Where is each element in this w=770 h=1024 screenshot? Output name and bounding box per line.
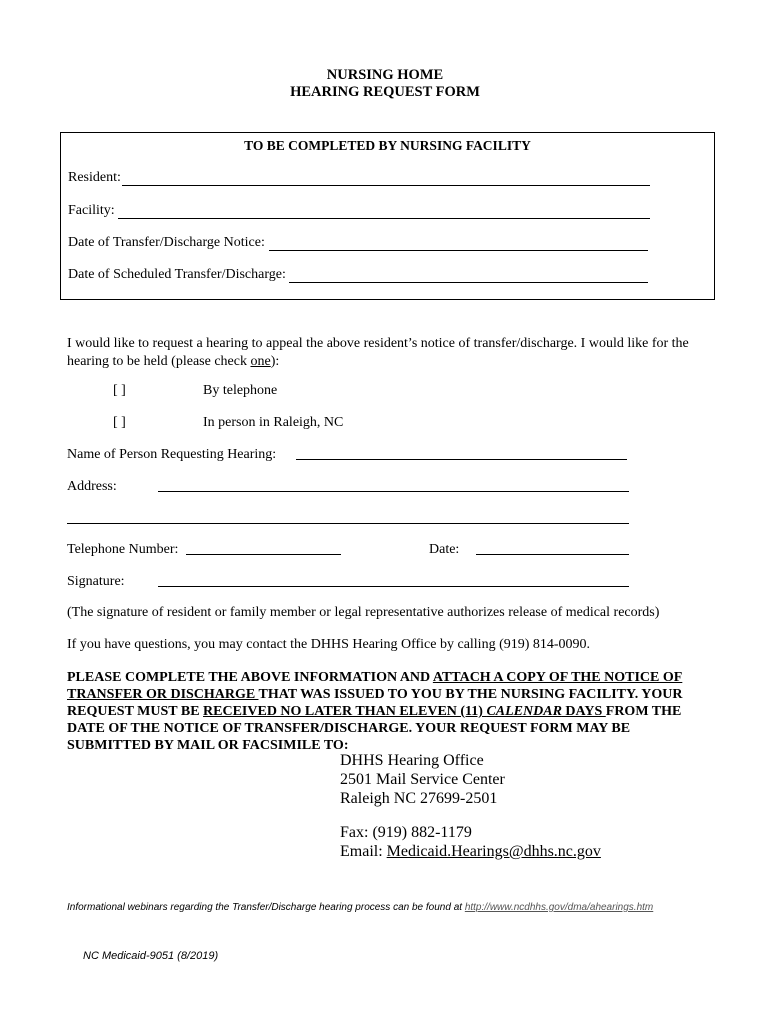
instructions-deadline: RECEIVED NO LATER THAN ELEVEN (11) [203,704,487,719]
request-intro [67,335,707,371]
facility-field[interactable] [118,218,650,219]
signature-field[interactable] [158,586,629,587]
form-number: NC Medicaid-9051 (8/2019) [83,950,219,962]
address-field-line2[interactable] [67,523,629,524]
notice-date-label: Date of Transfer/Discharge Notice: [68,235,265,250]
office-fax: Fax: (919) 882-1179 [340,824,472,841]
request-intro-line2: hearing to be held (please check [67,354,251,369]
notice-date-field[interactable] [269,250,648,251]
scheduled-date-field[interactable] [289,282,648,283]
in-person-option-label: In person in Raleigh, NC [203,415,344,430]
telephone-field[interactable] [186,554,341,555]
office-street: 2501 Mail Service Center [340,771,505,788]
request-intro-one: one [250,354,271,369]
questions-note: If you have questions, you may contact the DHHS Hearing Office by calling (919) 814-0090. [67,637,591,652]
facility-section-box [60,132,715,300]
telephone-label: Telephone Number: [67,542,179,557]
webinar-link[interactable]: http://www.ncdhhs.gov/dma/ahearings.htm [464,902,654,913]
resident-field[interactable] [122,185,650,186]
office-city: Raleigh NC 27699-2501 [340,790,498,807]
request-intro-line1: I would like to request a hearing to appeal the above resident’s notice of transfer/discharge. I would like for the [67,336,689,351]
instructions-calendar: CALENDAR [486,704,562,719]
requester-name-label: Name of Person Requesting Hearing: [67,447,277,462]
office-email-row [340,842,601,861]
requester-name-field[interactable] [296,459,627,460]
address-label: Address: [67,479,117,494]
instructions-text-2: THAT WAS ISSUED TO YOU BY THE NURSING FACILITY. YOUR REQUEST MUST BE [67,687,683,719]
signature-note: (The signature of resident or family member or legal representative authorizes release of medical records) [67,605,660,620]
instructions-text-1: PLEASE COMPLETE THE ABOVE INFORMATION AND [67,670,433,685]
signature-label: Signature: [67,574,125,589]
instructions-days: DAYS [561,704,606,719]
facility-section-heading: TO BE COMPLETED BY NURSING FACILITY [244,138,531,153]
office-email-link[interactable]: Medicaid.Hearings@dhhs.nc.gov [386,843,601,860]
webinar-note [67,902,653,913]
date-field[interactable] [476,554,629,555]
facility-label: Facility: [68,203,115,218]
webinar-note-text: Informational webinars regarding the Transfer/Discharge hearing process can be found at [67,902,465,913]
date-label: Date: [429,542,460,557]
instructions-attach-notice: ATTACH A COPY OF THE NOTICE OF TRANSFER OR DISCHARGE [67,670,683,702]
in-person-checkbox[interactable]: [ ] [113,415,126,430]
address-field-line1[interactable] [158,491,629,492]
instructions-text-3: FROM THE DATE OF THE NOTICE OF TRANSFER/DISCHARGE. YOUR REQUEST FORM MAY BE SUBMITTED BY MAIL OR FACSIMILE TO: [67,704,682,753]
scheduled-date-label: Date of Scheduled Transfer/Discharge: [68,267,286,282]
telephone-option-label: By telephone [203,383,278,398]
form-title-line1: NURSING HOME [326,67,444,83]
request-intro-end: ): [270,354,280,369]
submission-instructions [67,669,689,754]
office-name: DHHS Hearing Office [340,752,484,769]
telephone-checkbox[interactable]: [ ] [113,383,126,398]
office-email-label: Email: [340,843,387,860]
form-title-line2: HEARING REQUEST FORM [290,84,480,100]
resident-label: Resident: [68,170,121,185]
